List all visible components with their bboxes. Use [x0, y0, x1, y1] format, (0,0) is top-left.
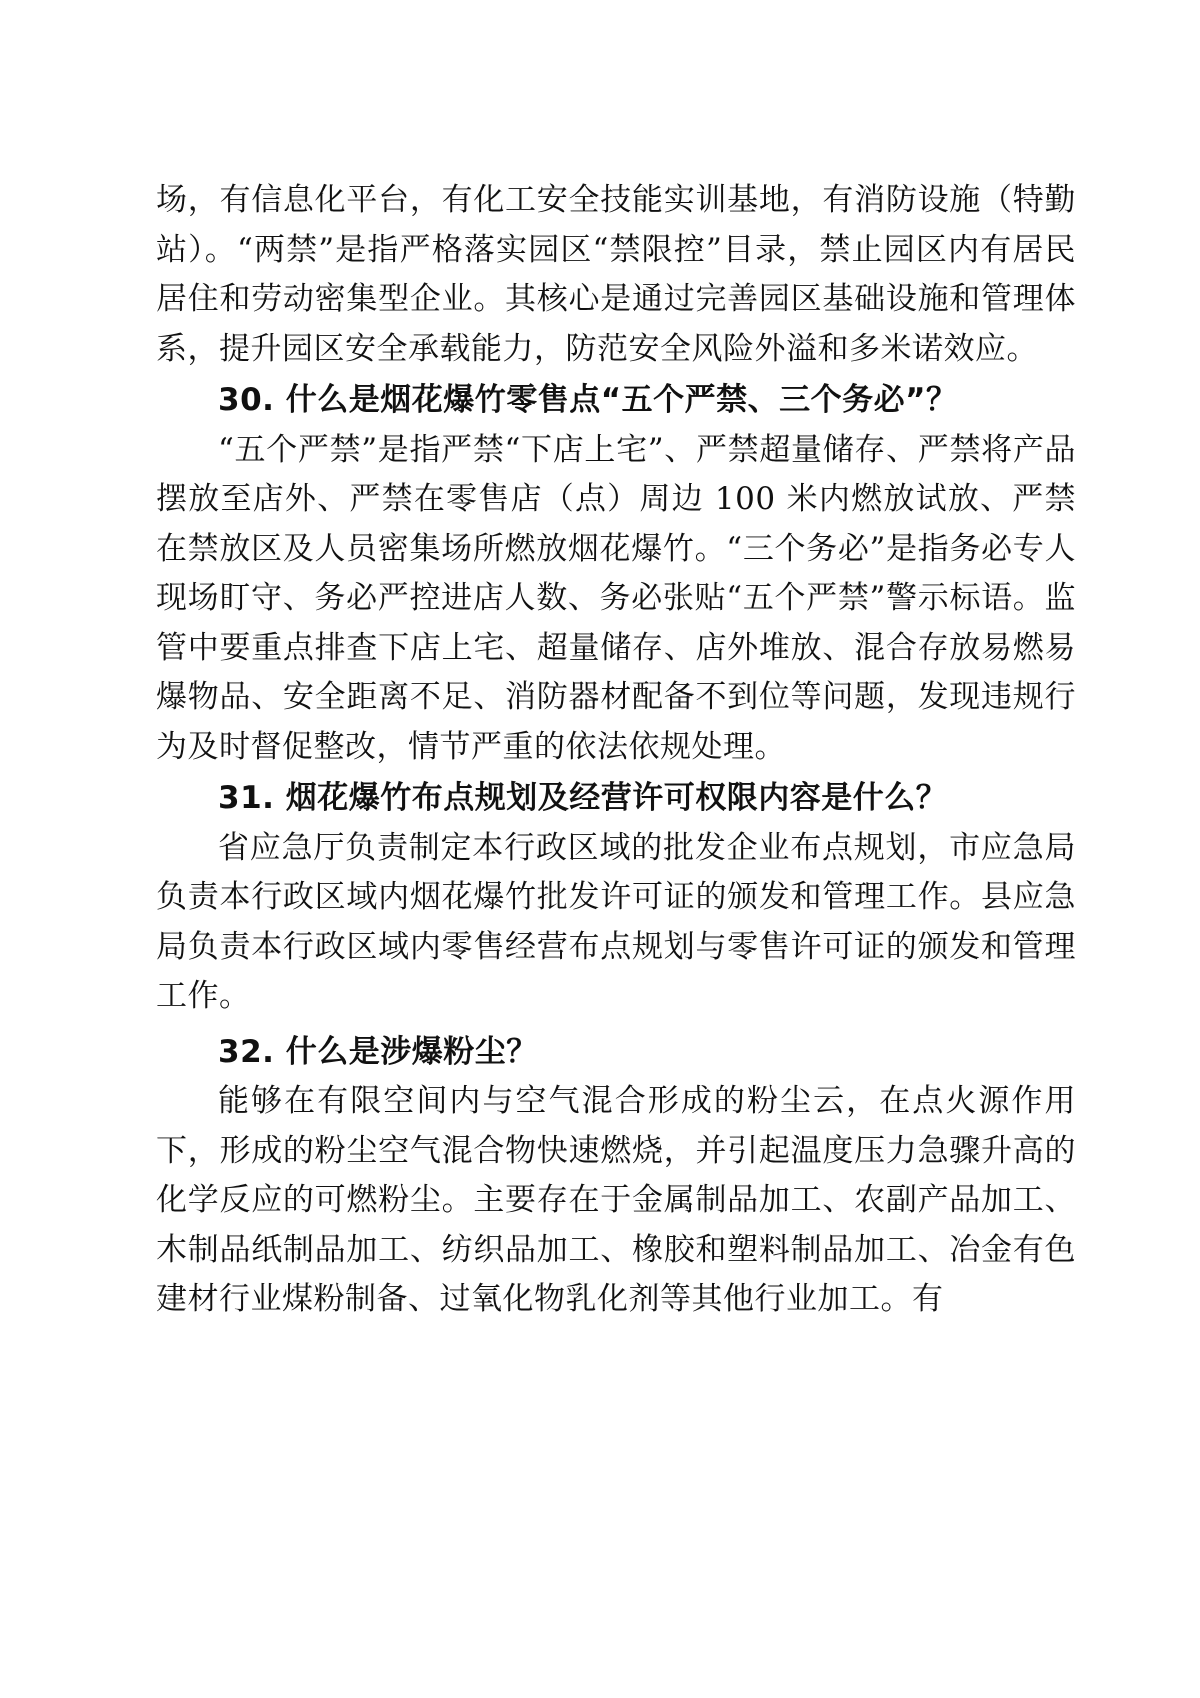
section-30-body: “五个严禁”是指严禁“下店上宅”、严禁超量储存、严禁将产品摆放至店外、严禁在零售店（点）周边 100 米内燃放试放、严禁在禁放区及人员密集场所燃放烟花爆竹。“三个务必”是指务必专人现场盯守、务必严控进店人数、务必张贴“五个严禁”警示标语。监管中要重点排查下店上宅、超量储存、店外堆放、混合存放易燃易爆物品、安全距离不足、消防器材配备不到位等问题，发现违规行为及时督促整改，情节严重的依法依规处理。: [156, 431, 1076, 765]
section-31-heading: 31. 烟花爆竹布点规划及经营许可权限内容是什么？: [218, 780, 948, 816]
section-30-heading: 30. 什么是烟花爆竹零售点“五个严禁、三个务必”？: [218, 382, 958, 418]
section-31-body: 省应急厅负责制定本行政区域的批发企业布点规划，市应急局负责本行政区域内烟花爆竹批发许可证的颁发和管理工作。县应急局负责本行政区域内零售经营布点规划与零售许可证的颁发和管理工作。: [156, 829, 1076, 1014]
section-spacer: [156, 1022, 1076, 1026]
document-body: [156, 176, 1076, 1325]
continuation-paragraph: 场，有信息化平台，有化工安全技能实训基地，有消防设施（特勤站）。“两禁”是指严格落实园区“禁限控”目录，禁止园区内有居民居住和劳动密集型企业。其核心是通过完善园区基础设施和管理体系，提升园区安全承载能力，防范安全风险外溢和多米诺效应。: [156, 182, 1076, 367]
section-32-heading: 32. 什么是涉爆粉尘？: [218, 1033, 538, 1070]
section-32-body: 能够在有限空间内与空气混合形成的粉尘云，在点火源作用下，形成的粉尘空气混合物快速燃烧，并引起温度压力急骤升高的化学反应的可燃粉尘。主要存在于金属制品加工、农副产品加工、木制品纸制品加工、纺织品加工、橡胶和塑料制品加工、冶金有色建材行业煤粉制备、过氧化物乳化剂等其他行业加工。有: [156, 1083, 1076, 1317]
